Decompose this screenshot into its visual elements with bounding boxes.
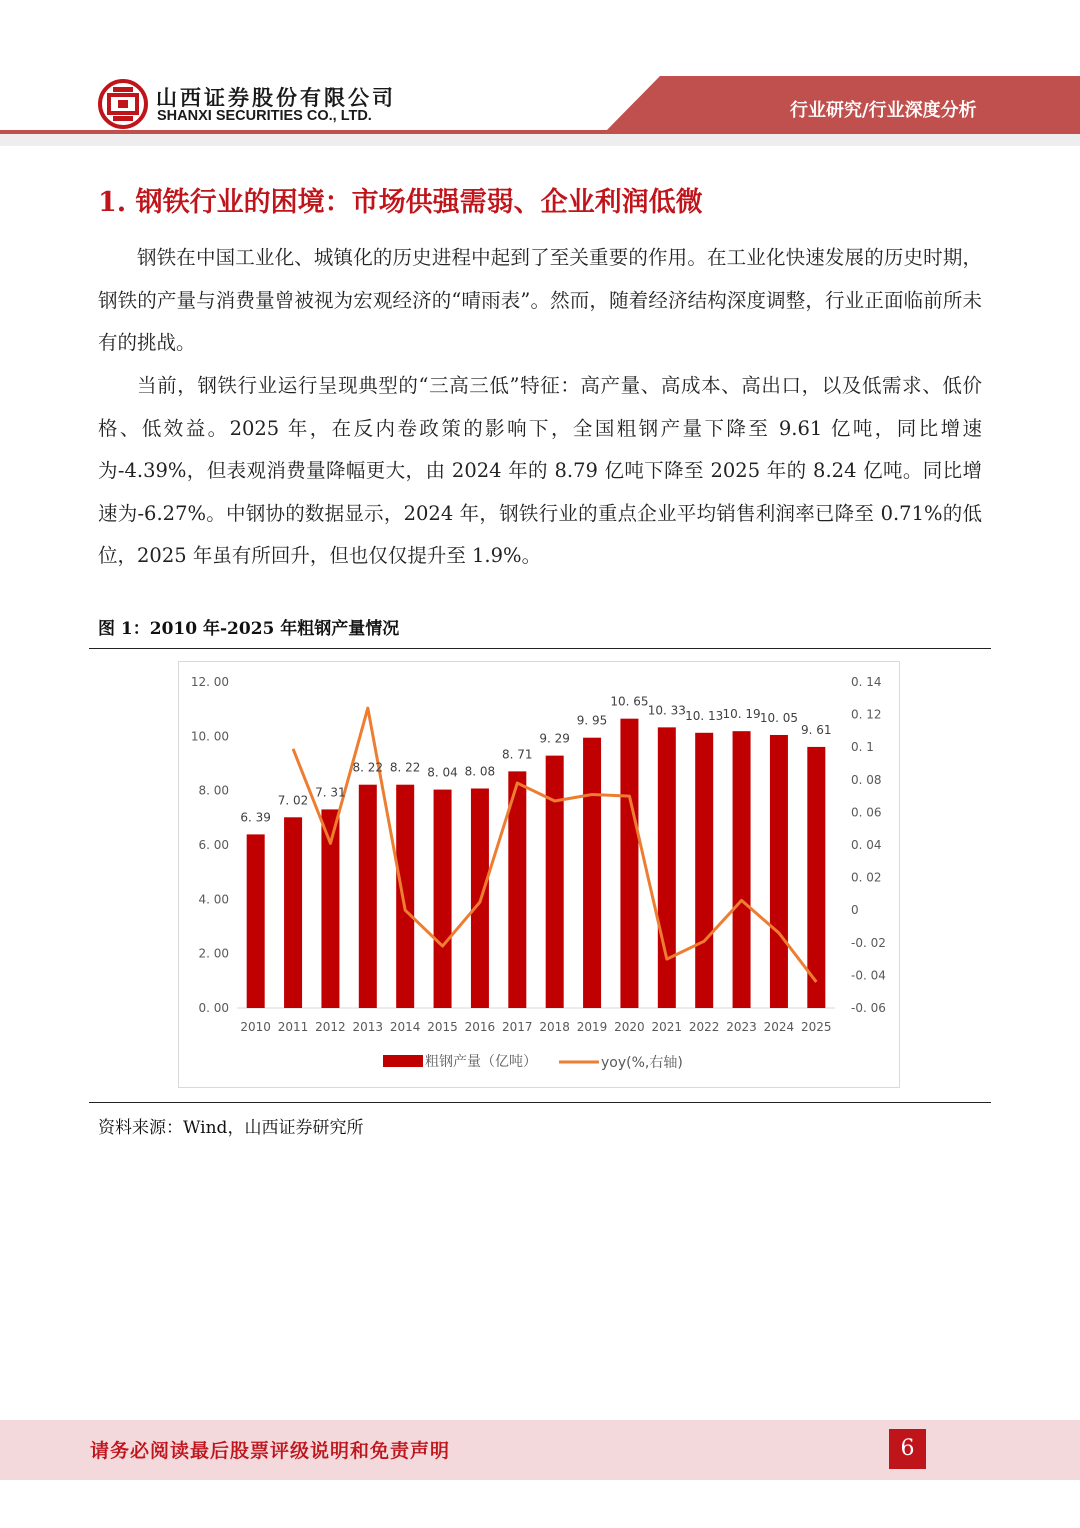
right-axis-tick-label: 0 bbox=[851, 903, 859, 918]
bar-value-label: 8. 71 bbox=[502, 747, 533, 762]
left-axis-tick-label: 10. 00 bbox=[190, 729, 229, 744]
x-axis-tick-label: 2018 bbox=[539, 1020, 570, 1034]
bar bbox=[620, 719, 638, 1008]
x-axis-tick-label: 2024 bbox=[763, 1020, 795, 1034]
left-axis-tick-label: 12. 00 bbox=[190, 675, 229, 689]
bar bbox=[770, 735, 788, 1008]
right-axis-tick-label: -0. 06 bbox=[851, 1001, 886, 1015]
right-axis-tick-label: 0. 12 bbox=[851, 707, 882, 722]
x-axis-tick-label: 2021 bbox=[651, 1020, 683, 1034]
left-axis-tick-label: 4. 00 bbox=[198, 892, 229, 907]
x-axis-tick-label: 2023 bbox=[726, 1020, 757, 1034]
figure-caption: 图 1：2010 年-2025 年粗钢产量情况 bbox=[98, 619, 400, 639]
right-axis-tick-label: 0. 1 bbox=[851, 740, 874, 755]
right-axis-tick-label: 0. 14 bbox=[851, 675, 882, 689]
bar bbox=[284, 817, 302, 1008]
disclaimer-notice: 请务必阅读最后股票评级说明和免责声明 bbox=[90, 1440, 451, 1462]
paragraph: 钢铁在中国工业化、城镇化的历史进程中起到了至关重要的作用。在工业化快速发展的历史时期，钢铁的产量与消费量曾被视为宏观经济的“晴雨表”。然而，随着经济结构深度调整，行业正面临前所未有的挑战。 bbox=[98, 246, 982, 354]
bar-value-label: 7. 02 bbox=[277, 793, 309, 808]
bar-value-label: 9. 29 bbox=[539, 731, 570, 746]
bar bbox=[434, 790, 452, 1008]
bar-value-label: 10. 65 bbox=[610, 694, 649, 709]
bar-value-label: 9. 61 bbox=[801, 722, 832, 737]
bar-value-label: 8. 22 bbox=[352, 760, 384, 775]
bar-value-label: 8. 04 bbox=[427, 765, 458, 780]
company-logo-icon bbox=[98, 79, 148, 129]
x-axis-tick-label: 2011 bbox=[277, 1020, 309, 1034]
x-axis-tick-label: 2022 bbox=[688, 1020, 720, 1034]
right-axis-tick-label: -0. 04 bbox=[851, 968, 886, 983]
bar bbox=[695, 733, 713, 1008]
x-axis-tick-label: 2010 bbox=[240, 1020, 271, 1034]
x-axis-tick-label: 2025 bbox=[801, 1020, 832, 1034]
left-axis-tick-label: 2. 00 bbox=[198, 946, 229, 961]
paragraph: 当前，钢铁行业运行呈现典型的“三高三低”特征：高产量、高成本、高出口，以及低需求、低价格、低效益。2025 年，在反内卷政策的影响下，全国粗钢产量下降至 9.61 亿吨，同比增速为-4.39%，但表观消费量降幅更大，由 2024 年的 8.79 亿吨下降至 2025 年的 8.24 亿吨。同比增速为-6.27%。中钢协的数据显示，2024 年，钢铁行业的重点企业平均销售利润率已降至 0.71%的低位，2025 年虽有所回升，但也仅仅提升至 1.9%。 bbox=[98, 374, 982, 567]
bar-value-label: 10. 33 bbox=[647, 703, 686, 718]
bar bbox=[546, 756, 564, 1008]
figure-source: 资料来源：Wind，山西证券研究所 bbox=[98, 1118, 364, 1138]
right-axis-tick-label: -0. 02 bbox=[851, 935, 886, 950]
legend-bar-swatch bbox=[383, 1055, 423, 1067]
left-axis-tick-label: 0. 00 bbox=[198, 1001, 229, 1015]
source-divider bbox=[89, 1102, 991, 1103]
header-band bbox=[0, 0, 1080, 150]
right-axis-tick-label: 0. 02 bbox=[851, 870, 882, 885]
bar-value-label: 8. 08 bbox=[464, 764, 496, 779]
bar-value-label: 6. 39 bbox=[240, 810, 271, 825]
bar bbox=[359, 785, 377, 1008]
bar bbox=[733, 731, 751, 1008]
page-header bbox=[0, 0, 1080, 150]
bar-value-label: 7. 31 bbox=[315, 785, 346, 800]
x-axis-tick-label: 2019 bbox=[576, 1020, 608, 1034]
page-number: 6 bbox=[889, 1429, 926, 1469]
caption-divider bbox=[89, 648, 991, 649]
chart-frame bbox=[178, 661, 900, 1088]
steel-output-chart bbox=[179, 662, 901, 1089]
x-axis-tick-label: 2017 bbox=[502, 1020, 533, 1034]
legend-bar-label: 粗钢产量（亿吨） bbox=[425, 1054, 537, 1070]
bar bbox=[396, 785, 414, 1008]
x-axis-tick-label: 2015 bbox=[427, 1020, 458, 1034]
page-footer bbox=[0, 1420, 1080, 1480]
x-axis-tick-label: 2012 bbox=[315, 1020, 346, 1034]
company-name-cn: 山西证券股份有限公司 bbox=[156, 86, 396, 110]
bar bbox=[807, 747, 825, 1008]
bar-value-label: 8. 22 bbox=[389, 760, 421, 775]
bar-value-label: 10. 05 bbox=[759, 710, 799, 725]
x-axis-tick-label: 2020 bbox=[614, 1020, 645, 1034]
right-axis-tick-label: 0. 08 bbox=[851, 772, 882, 787]
legend-line-label: yoy(%,右轴) bbox=[601, 1055, 683, 1071]
bar bbox=[583, 738, 601, 1008]
section-title: 1. 钢铁行业的困境：市场供强需弱、企业利润低微 bbox=[98, 187, 703, 218]
x-axis-tick-label: 2016 bbox=[464, 1020, 496, 1034]
bar bbox=[247, 834, 265, 1008]
bar bbox=[658, 727, 676, 1008]
left-axis-tick-label: 8. 00 bbox=[198, 783, 229, 798]
x-axis-tick-label: 2013 bbox=[352, 1020, 384, 1034]
company-name-en: SHANXI SECURITIES CO., LTD. bbox=[157, 108, 372, 124]
bar-value-label: 10. 13 bbox=[685, 708, 724, 723]
x-axis-tick-label: 2014 bbox=[389, 1020, 421, 1034]
bar-value-label: 10. 19 bbox=[722, 707, 761, 722]
report-category: 行业研究/行业深度分析 bbox=[790, 100, 977, 121]
bar-value-label: 9. 95 bbox=[576, 713, 608, 728]
right-axis-tick-label: 0. 06 bbox=[851, 805, 882, 820]
right-axis-tick-label: 0. 04 bbox=[851, 838, 882, 852]
left-axis-tick-label: 6. 00 bbox=[198, 838, 229, 852]
